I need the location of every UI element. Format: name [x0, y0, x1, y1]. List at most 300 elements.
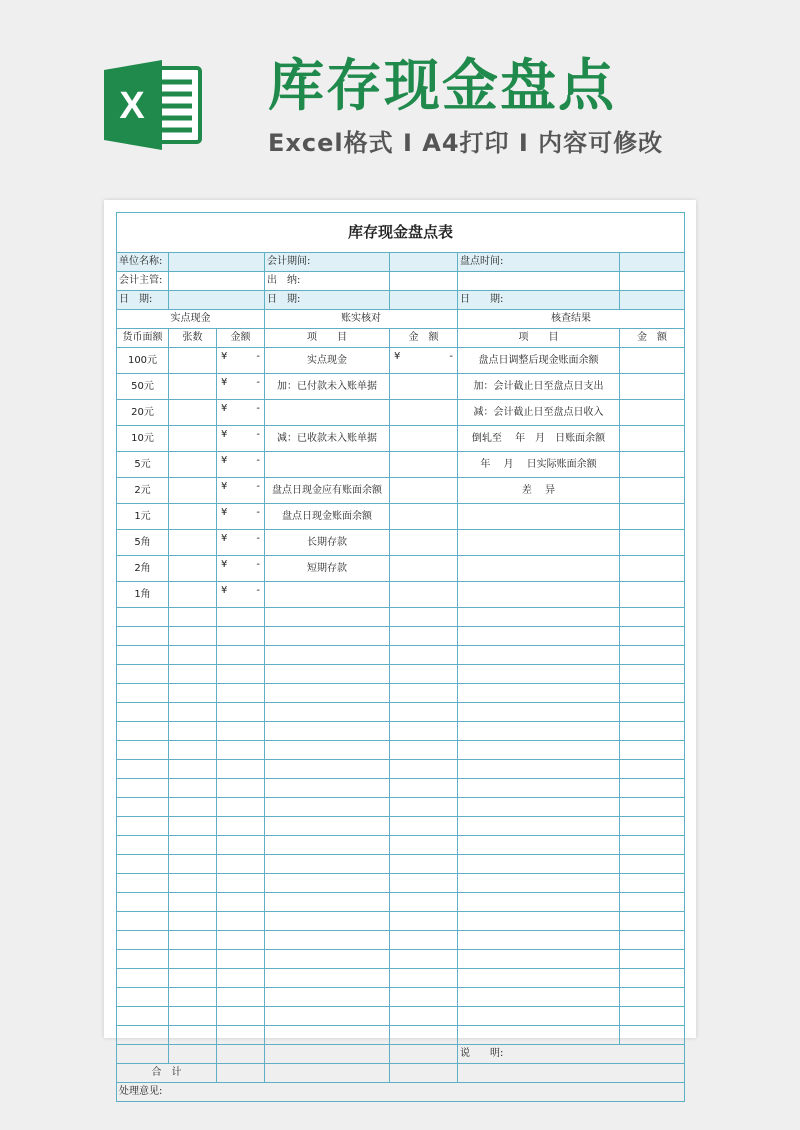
dash-value: - [256, 585, 260, 596]
empty-cell[interactable] [217, 779, 265, 798]
empty-cell[interactable] [458, 931, 620, 950]
empty-cell[interactable] [390, 836, 458, 855]
reconcile-amount-cell[interactable] [390, 452, 458, 478]
count-cell[interactable] [169, 504, 217, 530]
empty-cell[interactable] [620, 798, 685, 817]
reconcile-item-cell [265, 400, 390, 426]
empty-cell[interactable] [390, 1026, 458, 1045]
reconcile-item-cell: 加：已付款未入账单据 [265, 374, 390, 400]
check-time-value[interactable] [620, 253, 685, 272]
empty-cell[interactable] [620, 1026, 685, 1045]
empty-row [117, 779, 685, 798]
reconcile-amount-cell[interactable] [390, 582, 458, 608]
date-value-1[interactable] [169, 291, 265, 310]
col-denomination: 货币面额 [117, 329, 169, 348]
empty-cell[interactable] [390, 646, 458, 665]
extra-value[interactable] [620, 272, 685, 291]
result-item-cell: 减：会计截止日至盘点日收入 [458, 400, 620, 426]
amount-cell[interactable] [217, 452, 265, 478]
reconcile-amount-cell[interactable] [390, 426, 458, 452]
result-amount-cell[interactable] [620, 582, 685, 608]
empty-cell[interactable] [390, 988, 458, 1007]
result-amount-cell[interactable] [620, 452, 685, 478]
empty-cell[interactable] [265, 988, 390, 1007]
empty-cell[interactable] [620, 969, 685, 988]
empty-cell[interactable] [390, 817, 458, 836]
count-cell[interactable] [169, 426, 217, 452]
empty-cell[interactable] [169, 874, 217, 893]
page-subtitle: Excel格式 I A4打印 I 内容可修改 [268, 129, 664, 157]
empty-cell[interactable] [217, 1007, 265, 1026]
empty-cell[interactable] [117, 760, 169, 779]
empty-cell[interactable] [117, 1026, 169, 1045]
empty-cell[interactable] [217, 1045, 265, 1064]
count-cell[interactable] [169, 556, 217, 582]
empty-cell[interactable] [117, 988, 169, 1007]
empty-cell[interactable] [169, 1007, 217, 1026]
empty-row [117, 836, 685, 855]
check-time-label: 盘点时间: [458, 253, 620, 272]
currency-symbol: ¥ [221, 403, 228, 414]
empty-cell[interactable] [117, 627, 169, 646]
col-item: 项 目 [265, 329, 390, 348]
empty-cell[interactable] [458, 646, 620, 665]
empty-cell[interactable] [217, 741, 265, 760]
denomination-cell: 10元 [117, 426, 169, 452]
result-amount-cell[interactable] [620, 556, 685, 582]
empty-cell[interactable] [265, 760, 390, 779]
empty-cell[interactable] [390, 741, 458, 760]
dash-value: - [449, 351, 453, 362]
result-item-cell: 盘点日调整后现金账面余额 [458, 348, 620, 374]
empty-cell[interactable] [458, 703, 620, 722]
empty-cell[interactable] [620, 760, 685, 779]
denomination-cell: 100元 [117, 348, 169, 374]
empty-cell[interactable] [390, 950, 458, 969]
empty-cell[interactable] [217, 874, 265, 893]
empty-cell[interactable] [620, 817, 685, 836]
empty-cell[interactable] [169, 1026, 217, 1045]
denomination-cell: 5角 [117, 530, 169, 556]
empty-cell[interactable] [117, 665, 169, 684]
empty-cell[interactable] [265, 912, 390, 931]
empty-cell[interactable] [169, 608, 217, 627]
empty-cell[interactable] [620, 779, 685, 798]
empty-cell[interactable] [458, 950, 620, 969]
table-row [117, 426, 685, 452]
empty-cell[interactable] [458, 722, 620, 741]
empty-row [117, 817, 685, 836]
dash-value: - [256, 559, 260, 570]
empty-cell[interactable] [265, 836, 390, 855]
empty-cell[interactable] [169, 760, 217, 779]
result-amount-cell[interactable] [620, 426, 685, 452]
empty-cell[interactable] [217, 893, 265, 912]
empty-cell[interactable] [265, 950, 390, 969]
empty-cell[interactable] [390, 893, 458, 912]
empty-cell[interactable] [620, 931, 685, 950]
empty-cell[interactable] [390, 912, 458, 931]
empty-cell[interactable] [169, 817, 217, 836]
empty-cell[interactable] [117, 931, 169, 950]
empty-cell[interactable] [117, 855, 169, 874]
amount-cell[interactable] [217, 530, 265, 556]
total-row [117, 1064, 685, 1083]
empty-cell[interactable] [217, 722, 265, 741]
empty-row [117, 969, 685, 988]
empty-cell[interactable] [458, 874, 620, 893]
empty-cell[interactable] [620, 950, 685, 969]
extra-label [458, 272, 620, 291]
table-row [117, 400, 685, 426]
reconcile-amount-cell[interactable] [390, 400, 458, 426]
reconcile-amount-cell[interactable] [390, 504, 458, 530]
currency-symbol: ¥ [221, 351, 228, 362]
denomination-cell: 2角 [117, 556, 169, 582]
empty-cell[interactable] [169, 779, 217, 798]
result-item-cell: 倒轧至 年 月 日账面余额 [458, 426, 620, 452]
count-cell[interactable] [169, 530, 217, 556]
empty-cell[interactable] [265, 665, 390, 684]
empty-cell[interactable] [169, 684, 217, 703]
dash-value: - [256, 351, 260, 362]
unit-name-value[interactable] [169, 253, 265, 272]
empty-cell[interactable] [169, 950, 217, 969]
empty-cell[interactable] [265, 627, 390, 646]
empty-cell[interactable] [117, 969, 169, 988]
empty-cell[interactable] [265, 1064, 390, 1083]
empty-cell[interactable] [117, 684, 169, 703]
empty-cell[interactable] [169, 931, 217, 950]
col-amount-3: 金 额 [620, 329, 685, 348]
empty-cell[interactable] [117, 703, 169, 722]
empty-cell[interactable] [620, 741, 685, 760]
date-value-2[interactable] [390, 291, 458, 310]
empty-cell[interactable] [265, 931, 390, 950]
empty-cell[interactable] [117, 817, 169, 836]
col-amount-2: 金 额 [390, 329, 458, 348]
denomination-cell: 5元 [117, 452, 169, 478]
cashier-label: 出 纳: [265, 272, 390, 291]
excel-logo-letter: X [119, 85, 145, 127]
empty-cell[interactable] [458, 988, 620, 1007]
col-count: 张数 [169, 329, 217, 348]
empty-row [117, 741, 685, 760]
empty-cell[interactable] [117, 912, 169, 931]
denomination-cell: 1元 [117, 504, 169, 530]
empty-cell[interactable] [390, 627, 458, 646]
result-item-cell: 加：会计截止日至盘点日支出 [458, 374, 620, 400]
empty-row [117, 931, 685, 950]
empty-cell[interactable] [458, 893, 620, 912]
empty-cell[interactable] [458, 855, 620, 874]
table-row [117, 530, 685, 556]
currency-symbol: ¥ [221, 429, 228, 440]
opinion-row [117, 1083, 685, 1102]
date-value-3[interactable] [620, 291, 685, 310]
empty-cell[interactable] [458, 817, 620, 836]
result-amount-cell[interactable] [620, 374, 685, 400]
empty-cell[interactable] [265, 646, 390, 665]
empty-row [117, 855, 685, 874]
reconcile-amount-cell[interactable] [390, 556, 458, 582]
denomination-cell: 20元 [117, 400, 169, 426]
empty-cell[interactable] [217, 931, 265, 950]
empty-cell[interactable] [169, 741, 217, 760]
reconcile-item-cell: 短期存款 [265, 556, 390, 582]
period-label: 会计期间: [265, 253, 390, 272]
empty-cell[interactable] [265, 798, 390, 817]
empty-cell[interactable] [217, 798, 265, 817]
reconcile-amount-cell[interactable] [390, 530, 458, 556]
empty-row [117, 798, 685, 817]
empty-cell[interactable] [265, 969, 390, 988]
empty-cell[interactable] [265, 1045, 390, 1064]
cashier-value[interactable] [390, 272, 458, 291]
empty-cell[interactable] [620, 893, 685, 912]
empty-cell[interactable] [169, 627, 217, 646]
empty-cell[interactable] [169, 855, 217, 874]
table-row [117, 1045, 685, 1064]
empty-cell[interactable] [620, 627, 685, 646]
empty-cell[interactable] [620, 608, 685, 627]
empty-cell[interactable] [265, 779, 390, 798]
empty-cell[interactable] [620, 1007, 685, 1026]
result-amount-cell[interactable] [620, 504, 685, 530]
form-title: 库存现金盘点表 [117, 213, 685, 253]
empty-cell[interactable] [217, 703, 265, 722]
empty-cell[interactable] [117, 836, 169, 855]
empty-cell[interactable] [620, 703, 685, 722]
empty-cell[interactable] [458, 627, 620, 646]
reconcile-amount-cell[interactable] [390, 348, 458, 374]
note-content[interactable] [458, 1064, 685, 1083]
currency-symbol: ¥ [221, 377, 228, 388]
empty-cell[interactable] [217, 627, 265, 646]
section-actual-cash: 实点现金 [117, 310, 265, 329]
empty-cell[interactable] [169, 893, 217, 912]
count-cell[interactable] [169, 582, 217, 608]
empty-cell[interactable] [458, 798, 620, 817]
date-label-1: 日 期: [117, 291, 169, 310]
empty-cell[interactable] [169, 912, 217, 931]
result-amount-cell[interactable] [620, 530, 685, 556]
empty-cell[interactable] [620, 912, 685, 931]
table-row [117, 452, 685, 478]
empty-cell[interactable] [217, 969, 265, 988]
empty-cell[interactable] [217, 665, 265, 684]
empty-cell[interactable] [390, 608, 458, 627]
count-cell[interactable] [169, 452, 217, 478]
count-cell[interactable] [169, 348, 217, 374]
reconcile-item-cell: 实点现金 [265, 348, 390, 374]
empty-cell[interactable] [217, 988, 265, 1007]
empty-cell[interactable] [620, 855, 685, 874]
empty-cell[interactable] [217, 608, 265, 627]
empty-cell[interactable] [390, 855, 458, 874]
empty-cell[interactable] [265, 1026, 390, 1045]
empty-row [117, 608, 685, 627]
empty-cell[interactable] [265, 817, 390, 836]
currency-symbol: ¥ [221, 585, 228, 596]
empty-cell[interactable] [217, 760, 265, 779]
amount-cell[interactable] [217, 582, 265, 608]
empty-cell[interactable] [458, 684, 620, 703]
spreadsheet-sheet [104, 200, 696, 1097]
amount-cell[interactable] [217, 400, 265, 426]
empty-row [117, 1007, 685, 1026]
empty-cell[interactable] [117, 893, 169, 912]
empty-cell[interactable] [169, 836, 217, 855]
empty-cell[interactable] [390, 1064, 458, 1083]
empty-row [117, 893, 685, 912]
empty-cell[interactable] [265, 855, 390, 874]
table-row [117, 478, 685, 504]
empty-row [117, 703, 685, 722]
empty-cell[interactable] [620, 874, 685, 893]
empty-cell[interactable] [169, 988, 217, 1007]
empty-cell[interactable] [390, 931, 458, 950]
amount-cell[interactable] [217, 556, 265, 582]
empty-cell[interactable] [169, 665, 217, 684]
empty-cell[interactable] [117, 950, 169, 969]
empty-cell[interactable] [117, 722, 169, 741]
empty-cell[interactable] [265, 703, 390, 722]
empty-row [117, 722, 685, 741]
denomination-cell: 50元 [117, 374, 169, 400]
col-item-2: 项 目 [458, 329, 620, 348]
amount-cell[interactable] [217, 348, 265, 374]
empty-cell[interactable] [117, 1045, 169, 1064]
empty-cell[interactable] [390, 969, 458, 988]
empty-cell[interactable] [390, 874, 458, 893]
empty-row [117, 760, 685, 779]
empty-cell[interactable] [217, 912, 265, 931]
dash-value: - [256, 533, 260, 544]
empty-cell[interactable] [117, 1007, 169, 1026]
reconcile-item-cell [265, 452, 390, 478]
empty-cell[interactable] [390, 665, 458, 684]
table-row [117, 582, 685, 608]
reconcile-item-cell: 长期存款 [265, 530, 390, 556]
amount-cell[interactable] [217, 478, 265, 504]
empty-cell[interactable] [117, 608, 169, 627]
empty-cell[interactable] [390, 1007, 458, 1026]
empty-row [117, 665, 685, 684]
count-cell[interactable] [169, 400, 217, 426]
dash-value: - [256, 455, 260, 466]
empty-cell[interactable] [265, 722, 390, 741]
reconcile-item-cell: 减：已收款未入账单据 [265, 426, 390, 452]
empty-cell[interactable] [265, 608, 390, 627]
empty-cell[interactable] [169, 1045, 217, 1064]
empty-cell[interactable] [117, 874, 169, 893]
empty-cell[interactable] [265, 893, 390, 912]
date-label-2: 日 期: [265, 291, 390, 310]
dash-value: - [256, 377, 260, 388]
total-amount-cell[interactable] [217, 1064, 265, 1083]
reconcile-amount-cell[interactable] [390, 478, 458, 504]
empty-cell[interactable] [390, 703, 458, 722]
empty-cell[interactable] [390, 722, 458, 741]
empty-cell[interactable] [390, 684, 458, 703]
empty-cell[interactable] [620, 684, 685, 703]
empty-cell[interactable] [169, 969, 217, 988]
empty-cell[interactable] [217, 1026, 265, 1045]
empty-cell[interactable] [458, 608, 620, 627]
amount-cell[interactable] [217, 426, 265, 452]
empty-cell[interactable] [117, 798, 169, 817]
empty-row [117, 646, 685, 665]
empty-cell[interactable] [620, 988, 685, 1007]
empty-cell[interactable] [620, 722, 685, 741]
result-amount-cell[interactable] [620, 400, 685, 426]
empty-cell[interactable] [265, 741, 390, 760]
empty-cell[interactable] [458, 836, 620, 855]
empty-cell[interactable] [117, 646, 169, 665]
empty-cell[interactable] [217, 836, 265, 855]
empty-cell[interactable] [169, 646, 217, 665]
empty-cell[interactable] [458, 665, 620, 684]
result-amount-cell[interactable] [620, 348, 685, 374]
empty-cell[interactable] [217, 817, 265, 836]
empty-row [117, 1026, 685, 1045]
empty-cell[interactable] [458, 779, 620, 798]
period-value[interactable] [390, 253, 458, 272]
empty-cell[interactable] [620, 646, 685, 665]
currency-symbol: ¥ [221, 455, 228, 466]
empty-cell[interactable] [620, 665, 685, 684]
reconcile-amount-cell[interactable] [390, 374, 458, 400]
empty-cell[interactable] [117, 741, 169, 760]
empty-cell[interactable] [217, 684, 265, 703]
supervisor-value[interactable] [169, 272, 265, 291]
excel-logo [104, 60, 204, 150]
amount-cell[interactable] [217, 374, 265, 400]
empty-cell[interactable] [620, 836, 685, 855]
empty-cell[interactable] [458, 969, 620, 988]
empty-cell[interactable] [390, 1045, 458, 1064]
count-cell[interactable] [169, 374, 217, 400]
empty-row [117, 684, 685, 703]
empty-cell[interactable] [169, 703, 217, 722]
section-reconcile: 账实核对 [265, 310, 458, 329]
empty-cell[interactable] [458, 1026, 620, 1045]
empty-cell[interactable] [265, 874, 390, 893]
empty-cell[interactable] [117, 779, 169, 798]
empty-cell[interactable] [390, 760, 458, 779]
empty-cell[interactable] [169, 798, 217, 817]
empty-cell[interactable] [169, 722, 217, 741]
empty-cell[interactable] [458, 1007, 620, 1026]
empty-cell[interactable] [458, 760, 620, 779]
empty-cell[interactable] [217, 950, 265, 969]
empty-cell[interactable] [390, 798, 458, 817]
empty-cell[interactable] [217, 855, 265, 874]
count-cell[interactable] [169, 478, 217, 504]
currency-symbol: ¥ [394, 351, 401, 362]
empty-cell[interactable] [217, 646, 265, 665]
result-item-cell [458, 504, 620, 530]
dash-value: - [256, 429, 260, 440]
result-amount-cell[interactable] [620, 478, 685, 504]
empty-cell[interactable] [458, 912, 620, 931]
amount-cell[interactable] [217, 504, 265, 530]
empty-cell[interactable] [458, 741, 620, 760]
empty-cell[interactable] [265, 1007, 390, 1026]
empty-cell[interactable] [265, 684, 390, 703]
empty-cell[interactable] [390, 779, 458, 798]
